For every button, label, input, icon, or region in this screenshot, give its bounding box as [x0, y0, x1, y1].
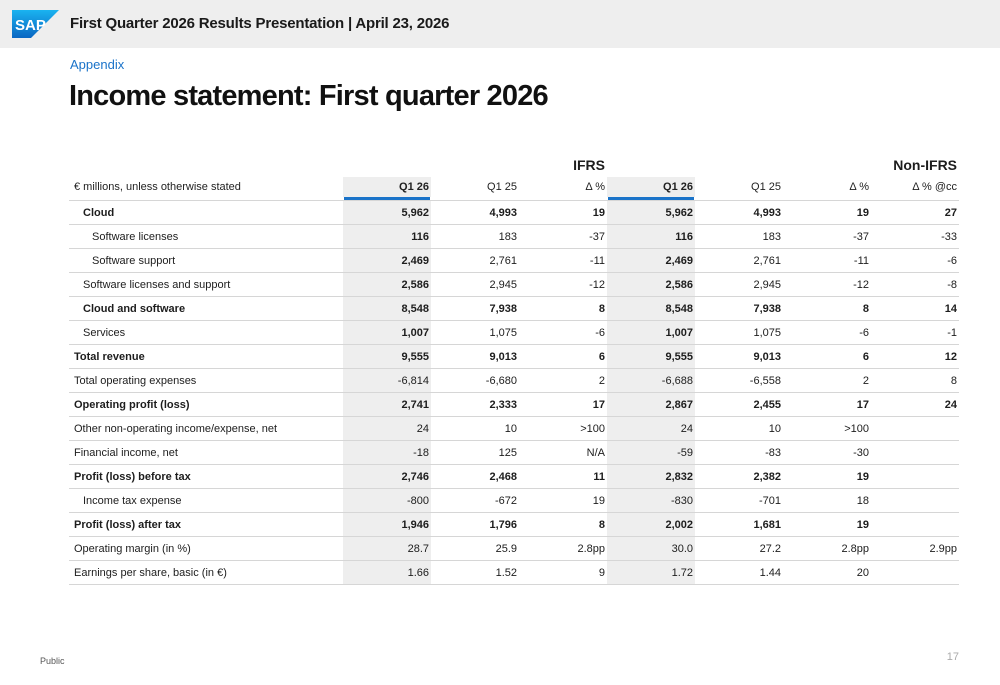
cell-ifrs-q1-26: 5,962 [343, 201, 431, 225]
table-row [69, 441, 959, 465]
table-row [69, 417, 959, 441]
cell-ifrs-q1-25: 2,761 [431, 249, 519, 273]
cell-ifrs-q1-26: -6,814 [343, 369, 431, 393]
cell-nonifrs-q1-26: 2,867 [607, 393, 695, 417]
cell-nonifrs-delta-cc: -6 [871, 249, 959, 273]
header-nonifrs-delta: Δ % [849, 181, 869, 193]
cell-nonifrs-q1-26: -6,688 [607, 369, 695, 393]
cell-nonifrs-delta: 2.8pp [783, 537, 871, 561]
cell-ifrs-q1-25: 1.52 [431, 561, 519, 585]
header-ifrs-q1-25: Q1 25 [487, 181, 517, 193]
cell-ifrs-delta: -11 [519, 249, 607, 273]
cell-nonifrs-q1-25: 2,455 [695, 393, 783, 417]
cell-nonifrs-q1-25: 1,681 [695, 513, 783, 537]
section-label: Appendix [70, 57, 125, 72]
cell-nonifrs-q1-26: 24 [607, 417, 695, 441]
cell-nonifrs-q1-26: 2,469 [607, 249, 695, 273]
cell-ifrs-q1-25: 2,945 [431, 273, 519, 297]
table-row [69, 225, 959, 249]
cell-nonifrs-delta: 19 [783, 465, 871, 489]
group-non-ifrs: Non-IFRS [893, 156, 958, 173]
row-label: Software support [69, 249, 343, 273]
cell-ifrs-q1-26: 2,741 [343, 393, 431, 417]
cell-nonifrs-q1-25: 27.2 [695, 537, 783, 561]
row-label: Profit (loss) before tax [69, 465, 343, 489]
cell-nonifrs-delta: -30 [783, 441, 871, 465]
cell-ifrs-q1-25: 4,993 [431, 201, 519, 225]
cell-ifrs-q1-26: 2,469 [343, 249, 431, 273]
header-nonifrs-q1-26: Q1 26 [607, 177, 695, 197]
cell-nonifrs-delta-cc [871, 417, 959, 441]
income-statement-table [69, 152, 959, 585]
group-ifrs: IFRS [573, 156, 605, 173]
table-row [69, 537, 959, 561]
cell-ifrs-delta: 17 [519, 393, 607, 417]
cell-nonifrs-q1-26: 8,548 [607, 297, 695, 321]
cell-nonifrs-q1-26: 9,555 [607, 345, 695, 369]
row-label: Cloud [69, 201, 343, 225]
cell-nonifrs-delta-cc: 14 [871, 297, 959, 321]
cell-nonifrs-q1-25: 183 [695, 225, 783, 249]
top-bar [0, 0, 1000, 48]
cell-nonifrs-q1-26: 1,007 [607, 321, 695, 345]
cell-ifrs-q1-25: -6,680 [431, 369, 519, 393]
row-label: Cloud and software [69, 297, 343, 321]
cell-ifrs-q1-25: 2,468 [431, 465, 519, 489]
row-label: Services [69, 321, 343, 345]
cell-ifrs-q1-26: 28.7 [343, 537, 431, 561]
row-label: Earnings per share, basic (in €) [69, 561, 343, 585]
cell-nonifrs-delta-cc: 27 [871, 201, 959, 225]
cell-nonifrs-delta-cc [871, 465, 959, 489]
cell-ifrs-delta: 6 [519, 345, 607, 369]
header-units: € millions, unless otherwise stated [74, 181, 241, 193]
cell-ifrs-delta: 9 [519, 561, 607, 585]
header-nonifrs-q1-25: Q1 25 [751, 181, 781, 193]
sap-logo [12, 10, 59, 38]
cell-nonifrs-q1-25: 2,382 [695, 465, 783, 489]
cell-ifrs-q1-25: 2,333 [431, 393, 519, 417]
row-label: Software licenses and support [69, 273, 343, 297]
cell-ifrs-delta: -12 [519, 273, 607, 297]
row-label: Financial income, net [69, 441, 343, 465]
cell-ifrs-q1-26: 1,946 [343, 513, 431, 537]
sap-logo-text: SAP [15, 17, 46, 34]
table-row [69, 201, 959, 225]
cell-ifrs-q1-25: 183 [431, 225, 519, 249]
cell-ifrs-delta: -6 [519, 321, 607, 345]
cell-ifrs-q1-26: 116 [343, 225, 431, 249]
cell-ifrs-delta: 2.8pp [519, 537, 607, 561]
cell-nonifrs-delta: -12 [783, 273, 871, 297]
cell-nonifrs-q1-25: -6,558 [695, 369, 783, 393]
cell-ifrs-q1-26: -18 [343, 441, 431, 465]
row-label: Income tax expense [69, 489, 343, 513]
cell-nonifrs-delta: 20 [783, 561, 871, 585]
table-row [69, 489, 959, 513]
cell-nonifrs-delta: 2 [783, 369, 871, 393]
cell-nonifrs-q1-25: 1.44 [695, 561, 783, 585]
table-row [69, 561, 959, 585]
cell-ifrs-q1-26: 2,746 [343, 465, 431, 489]
cell-nonifrs-delta-cc [871, 489, 959, 513]
cell-nonifrs-q1-25: 7,938 [695, 297, 783, 321]
cell-nonifrs-q1-26: -830 [607, 489, 695, 513]
cell-ifrs-q1-25: 25.9 [431, 537, 519, 561]
classification-label: Public [40, 656, 65, 666]
cell-nonifrs-q1-26: 2,832 [607, 465, 695, 489]
cell-nonifrs-q1-25: -83 [695, 441, 783, 465]
table-row [69, 297, 959, 321]
row-label: Other non-operating income/expense, net [69, 417, 343, 441]
table-row [69, 345, 959, 369]
cell-ifrs-delta: -37 [519, 225, 607, 249]
cell-ifrs-q1-25: 1,796 [431, 513, 519, 537]
table-row [69, 393, 959, 417]
cell-ifrs-delta: 19 [519, 489, 607, 513]
cell-ifrs-q1-26: 1.66 [343, 561, 431, 585]
cell-nonifrs-delta-cc: 24 [871, 393, 959, 417]
table-row [69, 369, 959, 393]
presentation-title: First Quarter 2026 Results Presentation | April 23, 2026 [70, 15, 450, 32]
cell-nonifrs-delta: 17 [783, 393, 871, 417]
cell-nonifrs-q1-26: -59 [607, 441, 695, 465]
cell-nonifrs-delta-cc [871, 513, 959, 537]
cell-ifrs-q1-25: 9,013 [431, 345, 519, 369]
cell-ifrs-delta: >100 [519, 417, 607, 441]
cell-nonifrs-delta-cc: 8 [871, 369, 959, 393]
column-group-row [69, 152, 959, 177]
cell-nonifrs-delta-cc: -1 [871, 321, 959, 345]
cell-ifrs-delta: 11 [519, 465, 607, 489]
cell-ifrs-q1-25: 1,075 [431, 321, 519, 345]
cell-nonifrs-delta: >100 [783, 417, 871, 441]
cell-nonifrs-delta: -37 [783, 225, 871, 249]
cell-ifrs-q1-25: 7,938 [431, 297, 519, 321]
cell-nonifrs-delta-cc [871, 441, 959, 465]
cell-nonifrs-delta-cc [871, 561, 959, 585]
cell-nonifrs-delta: -11 [783, 249, 871, 273]
cell-nonifrs-q1-26: 2,002 [607, 513, 695, 537]
cell-nonifrs-q1-26: 2,586 [607, 273, 695, 297]
cell-ifrs-q1-26: 1,007 [343, 321, 431, 345]
row-label: Software licenses [69, 225, 343, 249]
cell-ifrs-delta: N/A [519, 441, 607, 465]
cell-nonifrs-delta: 8 [783, 297, 871, 321]
cell-ifrs-q1-26: 9,555 [343, 345, 431, 369]
row-label: Total operating expenses [69, 369, 343, 393]
cell-nonifrs-delta: 19 [783, 513, 871, 537]
cell-ifrs-q1-25: -672 [431, 489, 519, 513]
cell-nonifrs-delta-cc: -33 [871, 225, 959, 249]
cell-nonifrs-q1-25: 9,013 [695, 345, 783, 369]
header-nonifrs-delta-cc: Δ % @cc [912, 181, 958, 193]
page-number: 17 [946, 651, 959, 663]
row-label: Profit (loss) after tax [69, 513, 343, 537]
cell-nonifrs-q1-26: 30.0 [607, 537, 695, 561]
header-ifrs-q1-26: Q1 26 [343, 177, 431, 197]
cell-nonifrs-q1-25: -701 [695, 489, 783, 513]
table-row [69, 513, 959, 537]
cell-nonifrs-q1-25: 2,761 [695, 249, 783, 273]
cell-nonifrs-q1-25: 10 [695, 417, 783, 441]
table-row [69, 465, 959, 489]
table-row [69, 249, 959, 273]
cell-nonifrs-delta-cc: -8 [871, 273, 959, 297]
cell-nonifrs-q1-25: 4,993 [695, 201, 783, 225]
cell-ifrs-delta: 8 [519, 297, 607, 321]
cell-nonifrs-delta-cc: 12 [871, 345, 959, 369]
row-label: Operating profit (loss) [69, 393, 343, 417]
cell-nonifrs-delta: -6 [783, 321, 871, 345]
cell-nonifrs-q1-26: 1.72 [607, 561, 695, 585]
row-label: Operating margin (in %) [69, 537, 343, 561]
cell-nonifrs-delta: 18 [783, 489, 871, 513]
cell-nonifrs-delta: 6 [783, 345, 871, 369]
cell-ifrs-delta: 8 [519, 513, 607, 537]
row-label: Total revenue [69, 345, 343, 369]
cell-ifrs-q1-26: 2,586 [343, 273, 431, 297]
cell-ifrs-delta: 19 [519, 201, 607, 225]
table-row [69, 273, 959, 297]
header-ifrs-delta: Δ % [585, 181, 605, 193]
cell-nonifrs-q1-25: 2,945 [695, 273, 783, 297]
cell-ifrs-delta: 2 [519, 369, 607, 393]
cell-nonifrs-delta-cc: 2.9pp [871, 537, 959, 561]
cell-nonifrs-delta: 19 [783, 201, 871, 225]
cell-ifrs-q1-26: 8,548 [343, 297, 431, 321]
page-title: Income statement: First quarter 2026 [69, 80, 548, 112]
cell-nonifrs-q1-26: 116 [607, 225, 695, 249]
cell-ifrs-q1-26: -800 [343, 489, 431, 513]
cell-ifrs-q1-26: 24 [343, 417, 431, 441]
cell-ifrs-q1-25: 10 [431, 417, 519, 441]
cell-nonifrs-q1-25: 1,075 [695, 321, 783, 345]
column-header-row [69, 177, 959, 197]
table-row [69, 321, 959, 345]
cell-ifrs-q1-25: 125 [431, 441, 519, 465]
cell-nonifrs-q1-26: 5,962 [607, 201, 695, 225]
